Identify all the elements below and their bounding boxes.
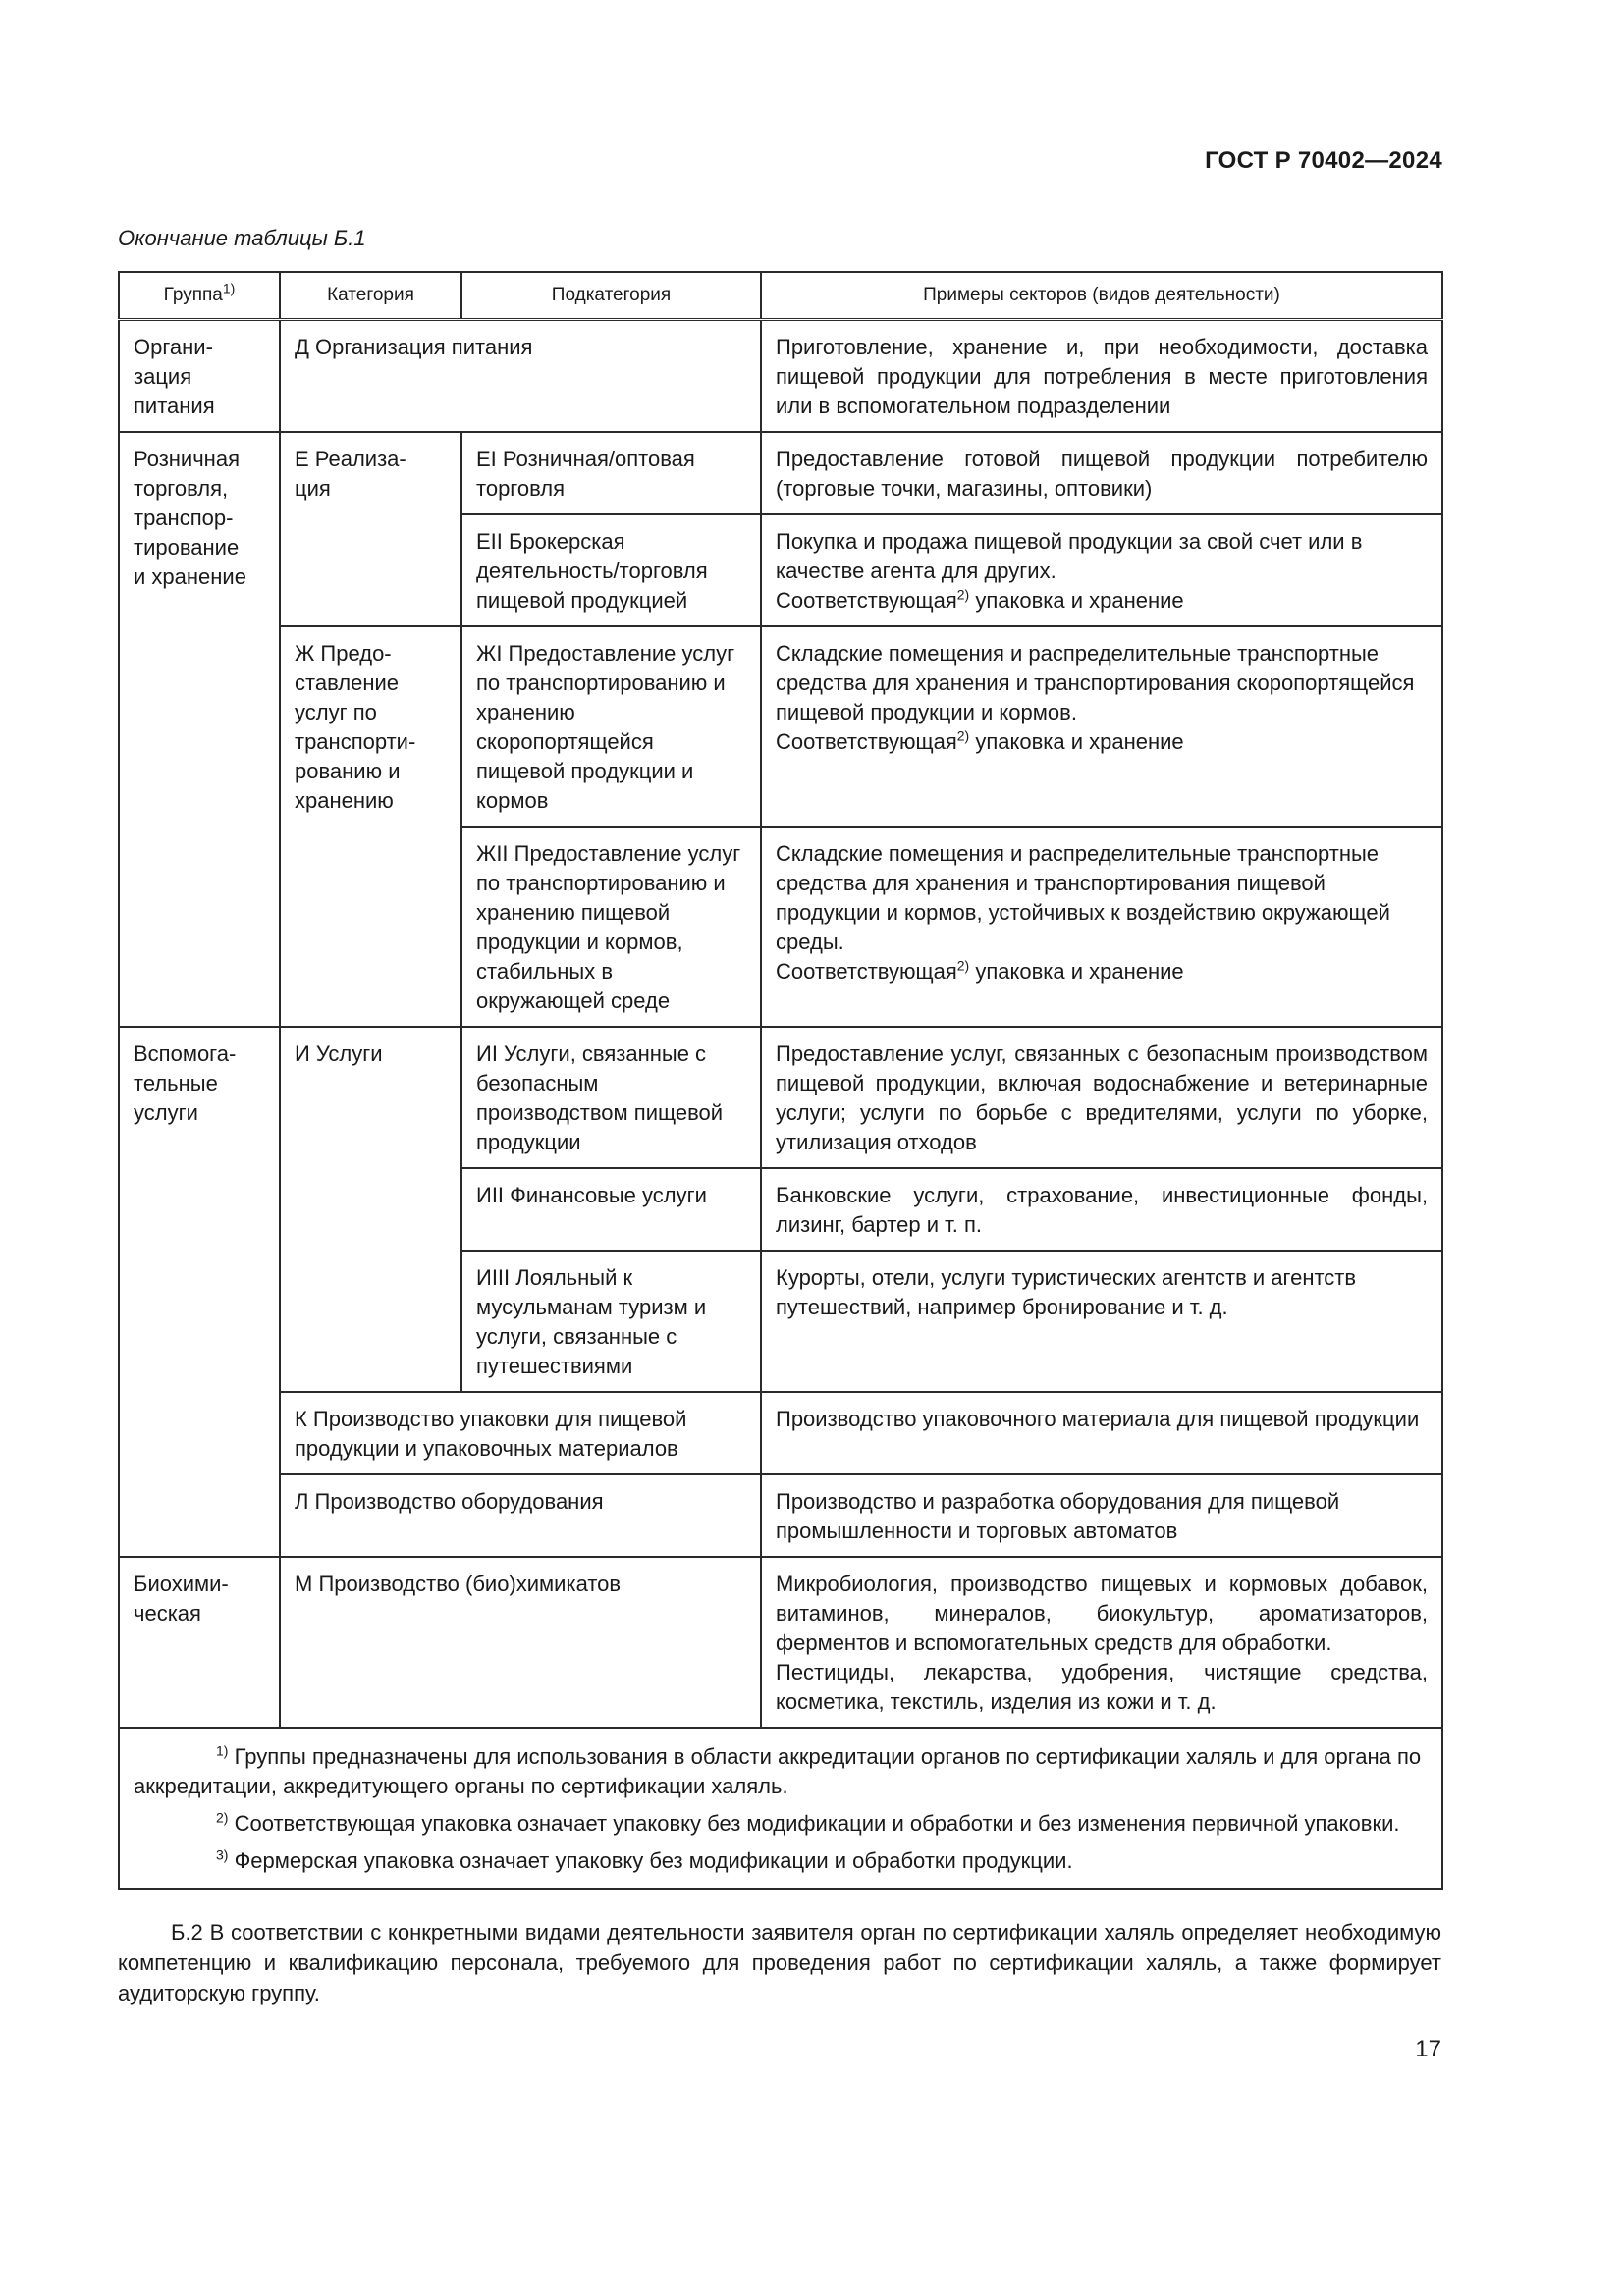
- cell-category: М Производство (био)химикатов: [280, 1557, 761, 1728]
- table-row: [119, 1474, 1442, 1557]
- cell-category: Л Производство оборудования: [280, 1474, 761, 1557]
- body-paragraph: Б.2 В соответствии с конкретными видами деятельности заявителя орган по сертификации халяль определяет необходимую компетенцию и квалификацию персонала, требуемого для проведения работ по сертификации халяль, а также формирует аудиторскую группу.: [118, 1920, 1441, 2005]
- table-caption: Окончание таблицы Б.1: [118, 226, 366, 250]
- table-row: [119, 626, 1442, 827]
- header-group-label: Группа: [163, 285, 223, 305]
- examples-text: Складские помещения и распределительные транспортные средства для хранения и транспортирования пищевой продукции и кормов, устойчивых к воздействию окружающей среды.: [776, 841, 1390, 954]
- examples-text: Соответствующая: [776, 729, 957, 754]
- examples-text: Складские помещения и распределительные транспортные средства для хранения и транспортирования скоропортящейся пищевой продукции и кормов.: [776, 641, 1415, 724]
- footnote-text: Соответствующая упаковка означает упаковку без модификации и обработки и без изменения первичной упаковки.: [228, 1811, 1400, 1836]
- examples-text: упаковка и хранение: [969, 729, 1184, 754]
- cell-examples: Банковские услуги, страхование, инвестиционные фонды, лизинг, бартер и т. п.: [761, 1168, 1442, 1251]
- header-examples: Примеры секторов (видов деятельности): [761, 272, 1442, 320]
- cell-category: Ж Предо- ставление услуг по транспорти- рованию и хранению: [280, 626, 461, 1027]
- cell-subcategory: ЖI Предоставление услуг по транспортированию и хранению скоропортящейся пищевой продукции и кормов: [461, 626, 761, 827]
- examples-text: Соответствующая: [776, 588, 957, 613]
- header-subcategory: Подкатегория: [461, 272, 761, 320]
- table-notes-row: [119, 1728, 1442, 1889]
- cell-subcategory: ЕI Розничная/оптовая торговля: [461, 432, 761, 514]
- footnote-text: Группы предназначены для использования в области аккредитации органов по сертификации халяль и для органа по аккредитации, аккредитующего органы по сертификации халяль.: [134, 1744, 1422, 1798]
- cell-group: Розничная торговля, транспор- тирование и хранение: [119, 432, 280, 1027]
- cell-subcategory: ЕII Брокерская деятельность/торговля пищевой продукцией: [461, 514, 761, 626]
- table-row: [119, 320, 1442, 433]
- footnote-mark: 2): [216, 1809, 229, 1826]
- table-header-row: [119, 272, 1442, 320]
- cell-category: К Производство упаковки для пищевой продукции и упаковочных материалов: [280, 1392, 761, 1474]
- examples-text: упаковка и хранение: [969, 959, 1184, 984]
- cell-examples: [761, 626, 1442, 827]
- cell-examples: Курорты, отели, услуги туристических агентств и агентств путешествий, например бронирование и т. д.: [761, 1251, 1442, 1392]
- cell-category: Е Реализа- ция: [280, 432, 461, 626]
- cell-group: Биохими- ческая: [119, 1557, 280, 1728]
- footnote-mark: 1): [222, 280, 236, 296]
- footnote-text: Фермерская упаковка означает упаковку без модификации и обработки продукции.: [228, 1848, 1073, 1873]
- examples-text: Микробиология, производство пищевых и кормовых добавок, витаминов, минералов, биокультур, ароматизаторов, ферментов и вспомогательных средств для обработки.: [776, 1572, 1428, 1655]
- document-code: ГОСТ Р 70402—2024: [1205, 147, 1442, 174]
- footnote-mark: 1): [216, 1742, 229, 1759]
- cell-examples: [761, 514, 1442, 626]
- examples-text: Покупка и продажа пищевой продукции за свой счет или в качестве агента для других.: [776, 529, 1363, 583]
- cell-subcategory: ИI Услуги, связанные с безопасным производством пищевой продукции: [461, 1027, 761, 1168]
- cell-examples: [761, 1557, 1442, 1728]
- footnote-mark: 3): [216, 1846, 229, 1863]
- footnote-mark: 2): [956, 727, 970, 744]
- page-number: 17: [1415, 2036, 1441, 2062]
- cell-examples: Предоставление услуг, связанных с безопасным производством пищевой продукции, включая водоснабжение и ветеринарные услуги; услуги по борьбе с вредителями, услуги по уборке, утилизация отходов: [761, 1027, 1442, 1168]
- examples-text: Соответствующая: [776, 959, 957, 984]
- cell-category: Д Организация питания: [280, 320, 761, 433]
- cell-category: И Услуги: [280, 1027, 461, 1392]
- examples-text: упаковка и хранение: [969, 588, 1184, 613]
- footnote: [134, 1742, 1428, 1801]
- table-row: [119, 1027, 1442, 1168]
- footnote: [134, 1846, 1428, 1876]
- cell-subcategory: ИIII Лояльный к мусульманам туризм и услуги, связанные с путешествиями: [461, 1251, 761, 1392]
- footnote-mark: 2): [956, 957, 970, 974]
- header-category: Категория: [280, 272, 461, 320]
- cell-examples: [761, 827, 1442, 1027]
- table-row: [119, 1557, 1442, 1728]
- cell-subcategory: ЖII Предоставление услуг по транспортированию и хранению пищевой продукции и кормов, стабильных в окружающей среде: [461, 827, 761, 1027]
- table-row: [119, 1392, 1442, 1474]
- cell-examples: Производство упаковочного материала для пищевой продукции: [761, 1392, 1442, 1474]
- footnote: [134, 1809, 1428, 1839]
- header-group: [119, 272, 280, 320]
- examples-text: Пестициды, лекарства, удобрения, чистящие средства, косметика, текстиль, изделия из кожи и т. д.: [776, 1660, 1428, 1714]
- footnote-mark: 2): [956, 586, 970, 603]
- cell-subcategory: ИII Финансовые услуги: [461, 1168, 761, 1251]
- cell-examples: Предоставление готовой пищевой продукции потребителю (торговые точки, магазины, оптовики): [761, 432, 1442, 514]
- cell-examples: Производство и разработка оборудования для пищевой промышленности и торговых автоматов: [761, 1474, 1442, 1557]
- cell-examples: Приготовление, хранение и, при необходимости, доставка пищевой продукции для потребления в месте приготовления или в вспомогательном подразделении: [761, 320, 1442, 433]
- table-row: [119, 432, 1442, 514]
- sector-table: [118, 271, 1443, 1890]
- table-notes: [119, 1728, 1442, 1889]
- cell-group: Вспомога- тельные услуги: [119, 1027, 280, 1557]
- cell-group: Органи- зация питания: [119, 320, 280, 433]
